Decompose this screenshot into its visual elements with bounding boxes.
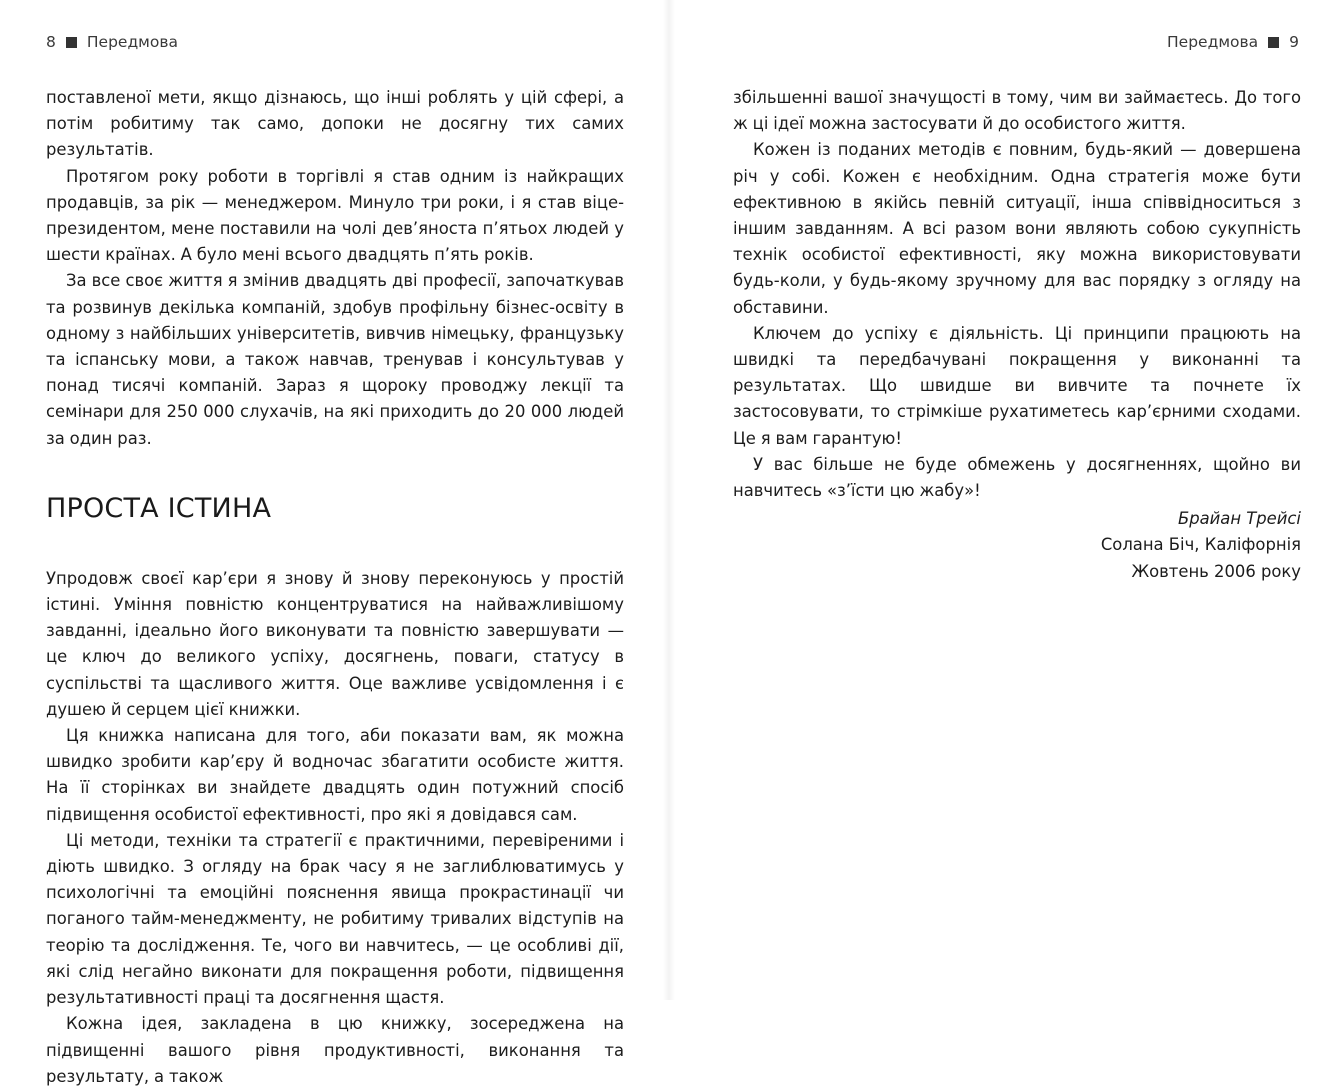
signature-author: Брайан Трейсі xyxy=(1177,509,1301,529)
left-header-title: Передмова xyxy=(86,33,178,51)
right-running-header xyxy=(1167,33,1299,51)
paragraph: Протягом року роботи в торгівлі я став одним із найкращих продавців, за рік — менеджером. Минуло три роки, і я став віце-президентом, мене поставили на чолі дев’яноста п’ятьох людей у шести країнах. А було мені всього двадцять п’ять років. xyxy=(46,166,624,265)
paragraph: поставленої мети, якщо дізнаюсь, що інші роблять у цій сфері, а потім робитиму так само, допоки не досягну тих самих результатів. xyxy=(46,88,624,160)
paragraph: Ці методи, техніки та стратегії є практичними, перевіреними і діють швидко. З огляду на брак часу я не заглиблюватимусь у психологічні та емоційні пояснення явища прокрастинації чи поганого тайм-менеджменту, не робитиму тривалих відступів на теорію та дослідження. Те, чого ви навчитесь, — це особливі дії, які слід негайно виконати для покращення роботи, підвищення результативності праці та досягнення щастя. xyxy=(46,830,624,1008)
signature-block xyxy=(733,506,1301,585)
paragraph: Ключем до успіху є діяльність. Ці принципи працюють на швидкі та передбачувані покращення у виконанні та результатах. Що швидше ви вивчите та почнете їх застосовувати, то стрімкіше рухатиметесь кар’єрними сходами. Це я вам гарантую! xyxy=(733,323,1301,448)
paragraph: Упродовж своєї кар’єри я знову й знову переконуюсь у простій істині. Уміння повністю концентруватися на найважливішому завданні, ідеально його виконувати та повністю завершувати — це ключ до великого успіху, досягнень, поваги, статусу в суспільстві та щасливого життя. Оце важливе усвідомлення і є душею й серцем цієї книжки. xyxy=(46,568,624,719)
header-square-marker xyxy=(66,37,77,48)
right-page xyxy=(668,0,1337,1000)
paragraph: За все своє життя я змінив двадцять дві професії, започаткував та розвинув декілька компаній, здобув профільну бізнес-освіту в одному з найбільших університетів, вивчив німецьку, французьку та іспанську мови, а також навчав, тренував і консультував у понад тисячі компаній. Зараз я щороку проводжу лекції та семінари для 250 000 слухачів, на які приходить до 20 000 людей за один раз. xyxy=(46,271,624,448)
paragraph: У вас більше не буде обмежень у досягненнях, щойно ви навчитесь «з’їсти цю жабу»! xyxy=(733,454,1301,501)
left-running-header xyxy=(46,33,178,51)
signature-place: Солана Біч, Каліфорнія xyxy=(1100,535,1301,555)
paragraph: Ця книжка написана для того, аби показати вам, як можна швидко зробити кар’єру й водночас збагатити особисте життя. На її сторінках ви знайдете двадцять один потужний спосіб підвищення особистої ефективності, про які я довідався сам. xyxy=(46,726,624,824)
paragraph: Кожен із поданих методів є повним, будь-який — довершена річ у собі. Кожен є необхідним. Одна стратегія може бути ефективною в якійсь певній ситуації, інша співвідноситься з іншим завданням. А всі разом вони являють собою сукупність технік особистої ефективності, яку можна використовувати будь-коли, у будь-якому зручному для вас порядку з огляду на обставини. xyxy=(733,140,1301,317)
header-square-marker xyxy=(1268,37,1279,48)
paragraph: Кожна ідея, закладена в цю книжку, зосереджена на підвищенні вашого рівня продуктивності, виконання та результату, а також xyxy=(46,1014,624,1086)
section-title: ПРОСТА ІСТИНА xyxy=(46,492,272,524)
right-page-number: 9 xyxy=(1289,33,1299,51)
left-page xyxy=(0,0,668,1086)
left-page-body xyxy=(46,85,624,1090)
left-page-number: 8 xyxy=(46,33,56,51)
signature-date: Жовтень 2006 року xyxy=(1131,561,1301,581)
paragraph: збільшенні вашої значущості в тому, чим ви займаєтесь. До того ж ці ідеї можна застосувати й до особистого життя. xyxy=(733,88,1301,134)
right-header-title: Передмова xyxy=(1167,33,1259,51)
right-page-body xyxy=(733,85,1301,585)
